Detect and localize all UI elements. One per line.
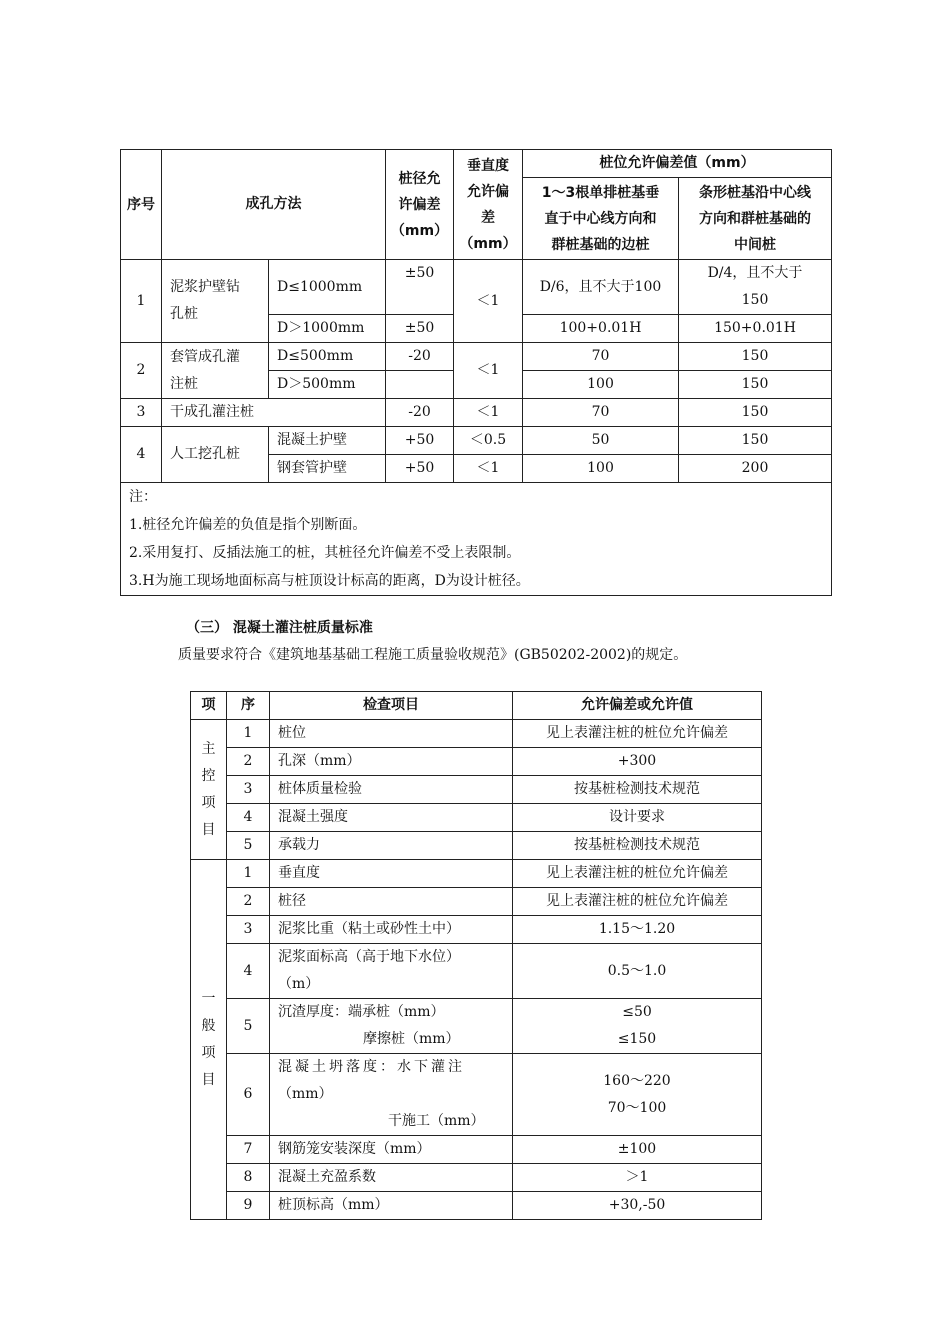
header-category: 项 [191,692,227,720]
general-row-value: ＞1 [513,1164,762,1192]
row1-method: 泥浆护壁钻 孔桩 [162,260,269,343]
general-row-seq: 7 [227,1136,270,1164]
row2a-condition: D≤500mm [269,343,386,371]
main-row-item: 混凝土强度 [270,804,513,832]
main-row-item: 承载力 [270,832,513,860]
main-row-seq: 3 [227,776,270,804]
row4-seq: 4 [121,427,162,483]
header-middle-piles: 条形桩基沿中心线 方向和群桩基础的 中间桩 [679,178,832,260]
row4b-condition: 钢套管护壁 [269,455,386,483]
main-control-label: 主 控 项 目 [191,720,227,860]
row4b-vertical: ＜1 [454,455,523,483]
row1a-diameter: ±50 [386,260,454,315]
row1-vertical: ＜1 [454,260,523,343]
header-seq: 序 [227,692,270,720]
row4a-vertical: ＜0.5 [454,427,523,455]
row2b-diameter [386,371,454,399]
general-row-value: ≤50 ≤150 [513,999,762,1054]
note-line: 2.采用复打、反插法施工的桩，其桩径允许偏差不受上表限制。 [129,545,521,561]
note-line: 3.H为施工现场地面标高与桩顶设计标高的距离，D为设计桩径。 [129,573,530,589]
row4a-middle: 150 [679,427,832,455]
general-row-value: 见上表灌注桩的桩位允许偏差 [513,860,762,888]
general-row-seq: 6 [227,1054,270,1136]
row2b-edge: 100 [523,371,679,399]
general-row-item: 桩顶标高（mm） [270,1192,513,1220]
row4a-edge: 50 [523,427,679,455]
header-item: 检查项目 [270,692,513,720]
note-line: 注： [129,489,157,505]
row1-seq: 1 [121,260,162,343]
row1a-edge: D/6，且不大于100 [523,260,679,315]
general-row-value: 见上表灌注桩的桩位允许偏差 [513,888,762,916]
main-row-item: 孔深（mm） [270,748,513,776]
main-row-value: 按基桩检测技术规范 [513,832,762,860]
general-row-value: ±100 [513,1136,762,1164]
general-row-seq: 1 [227,860,270,888]
general-row-seq: 2 [227,888,270,916]
header-position-tolerance: 桩位允许偏差值（mm） [523,150,832,178]
note-line: 1.桩径允许偏差的负值是指个别断面。 [129,517,367,533]
general-items-label: 一 般 项 目 [191,860,227,1220]
row4a-condition: 混凝土护壁 [269,427,386,455]
header-value: 允许偏差或允许值 [513,692,762,720]
row3-method: 干成孔灌注桩 [162,399,386,427]
row1b-edge: 100+0.01H [523,315,679,343]
main-row-item: 桩位 [270,720,513,748]
row1b-diameter: ±50 [386,315,454,343]
general-row-seq: 8 [227,1164,270,1192]
general-row-value: 160～220 70～100 [513,1054,762,1136]
header-vertical-tolerance: 垂直度 允许偏 差 （mm） [454,150,523,260]
general-row-item: 混凝土充盈系数 [270,1164,513,1192]
general-row-seq: 9 [227,1192,270,1220]
row1b-middle: 150+0.01H [679,315,832,343]
general-row-item: 泥浆比重（粘土或砂性土中） [270,916,513,944]
main-row-seq: 2 [227,748,270,776]
row4b-edge: 100 [523,455,679,483]
row2a-diameter: -20 [386,343,454,371]
main-row-value: 设计要求 [513,804,762,832]
row4a-diameter: +50 [386,427,454,455]
main-row-seq: 5 [227,832,270,860]
row2a-middle: 150 [679,343,832,371]
pile-position-tolerance-table [120,149,832,596]
main-row-value: +300 [513,748,762,776]
main-row-value: 见上表灌注桩的桩位允许偏差 [513,720,762,748]
row2b-middle: 150 [679,371,832,399]
row2-method: 套管成孔灌 注桩 [162,343,269,399]
general-row-seq: 4 [227,944,270,999]
row4b-middle: 200 [679,455,832,483]
general-row-seq: 5 [227,999,270,1054]
general-row-item: 混凝土坍落度：水下灌注 （mm） 干施工（mm） [270,1054,513,1136]
row4b-diameter: +50 [386,455,454,483]
general-row-value: 1.15～1.20 [513,916,762,944]
row3-diameter: -20 [386,399,454,427]
general-row-item: 钢筋笼安装深度（mm） [270,1136,513,1164]
quality-standard-table [190,691,762,1220]
general-row-item: 沉渣厚度：端承桩（mm） 摩擦桩（mm） [270,999,513,1054]
row1a-middle: D/4，且不大于 150 [679,260,832,315]
row4-method: 人工挖孔桩 [162,427,269,483]
row1b-condition: D＞1000mm [269,315,386,343]
row2-seq: 2 [121,343,162,399]
general-row-value: +30,-50 [513,1192,762,1220]
main-row-seq: 1 [227,720,270,748]
row2-vertical: ＜1 [454,343,523,399]
general-row-item: 泥浆面标高（高于地下水位） （m） [270,944,513,999]
header-edge-piles: 1～3根单排桩基垂 直于中心线方向和 群桩基础的边桩 [523,178,679,260]
general-row-seq: 3 [227,916,270,944]
row3-vertical: ＜1 [454,399,523,427]
main-row-item: 桩体质量检验 [270,776,513,804]
section-title: （三） 混凝土灌注桩质量标准 [186,620,373,636]
main-row-seq: 4 [227,804,270,832]
header-method: 成孔方法 [162,150,386,260]
header-diameter-tolerance: 桩径允 许偏差 （mm） [386,150,454,260]
row3-middle: 150 [679,399,832,427]
table1-notes [121,483,832,596]
main-row-value: 按基桩检测技术规范 [513,776,762,804]
general-row-item: 桩径 [270,888,513,916]
row3-edge: 70 [523,399,679,427]
general-row-value: 0.5～1.0 [513,944,762,999]
row2a-edge: 70 [523,343,679,371]
row2b-condition: D＞500mm [269,371,386,399]
section-description: 质量要求符合《建筑地基基础工程施工质量验收规范》(GB50202-2002)的规定。 [178,647,688,663]
row1a-condition: D≤1000mm [269,260,386,315]
row3-seq: 3 [121,399,162,427]
general-row-item: 垂直度 [270,860,513,888]
header-seq: 序号 [121,150,162,260]
